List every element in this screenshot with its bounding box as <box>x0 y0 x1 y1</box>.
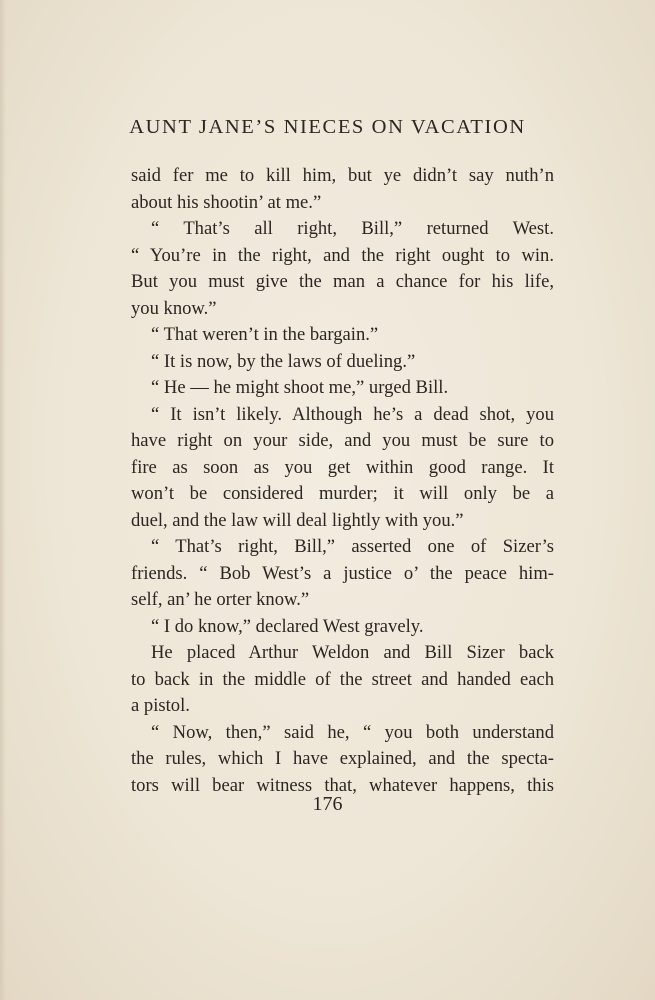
text-line: said fer me to kill him, but ye didn’t say nuth’n <box>131 165 554 186</box>
page-edge-shadow <box>0 0 6 1000</box>
text-line: “ It is now, by the laws of dueling.” <box>151 350 416 372</box>
text-line: friends. “ Bob West’s a justice o’ the peace him- <box>131 562 554 584</box>
text-line: a pistol. <box>131 695 190 716</box>
text-line: “ I do know,” declared West gravely. <box>151 615 424 637</box>
text-line: “ You’re in the right, and the right ought to win. <box>131 244 554 266</box>
text-line: “ He — he might shoot me,” urged Bill. <box>151 377 449 398</box>
running-head: AUNT JANE’S NIECES ON VACATION <box>129 116 526 138</box>
text-line: have right on your side, and you must be sure to <box>131 430 554 451</box>
text-line: “ That weren’t in the bargain.” <box>151 324 379 345</box>
text-line: the rules, which I have explained, and the specta- <box>131 748 554 769</box>
text-line: But you must give the man a chance for his life, <box>131 271 554 292</box>
body-text <box>131 163 554 799</box>
text-line: “ That’s right, Bill,” asserted one of Sizer’s <box>151 536 554 557</box>
text-line: “ That’s all right, Bill,” returned West. <box>151 218 554 239</box>
text-line: “ Now, then,” said he, “ you both understand <box>151 721 554 743</box>
text-line: fire as soon as you get within good range. It <box>131 456 554 478</box>
text-line: you know.” <box>131 297 217 319</box>
text-line: He placed Arthur Weldon and Bill Sizer back <box>151 642 554 663</box>
text-line: about his shootin’ at me.” <box>131 191 322 213</box>
text-line: won’t be considered murder; it will only be a <box>131 483 554 504</box>
text-line: duel, and the law will deal lightly with you.” <box>131 509 464 531</box>
text-line: to back in the middle of the street and handed each <box>131 668 554 690</box>
page-number: 176 <box>312 793 343 815</box>
text-line: “ It isn’t likely. Although he’s a dead shot, you <box>151 403 554 425</box>
text-line: self, an’ he orter know.” <box>131 589 310 610</box>
text-line: tors will bear witness that, whatever happens, this <box>131 774 554 796</box>
